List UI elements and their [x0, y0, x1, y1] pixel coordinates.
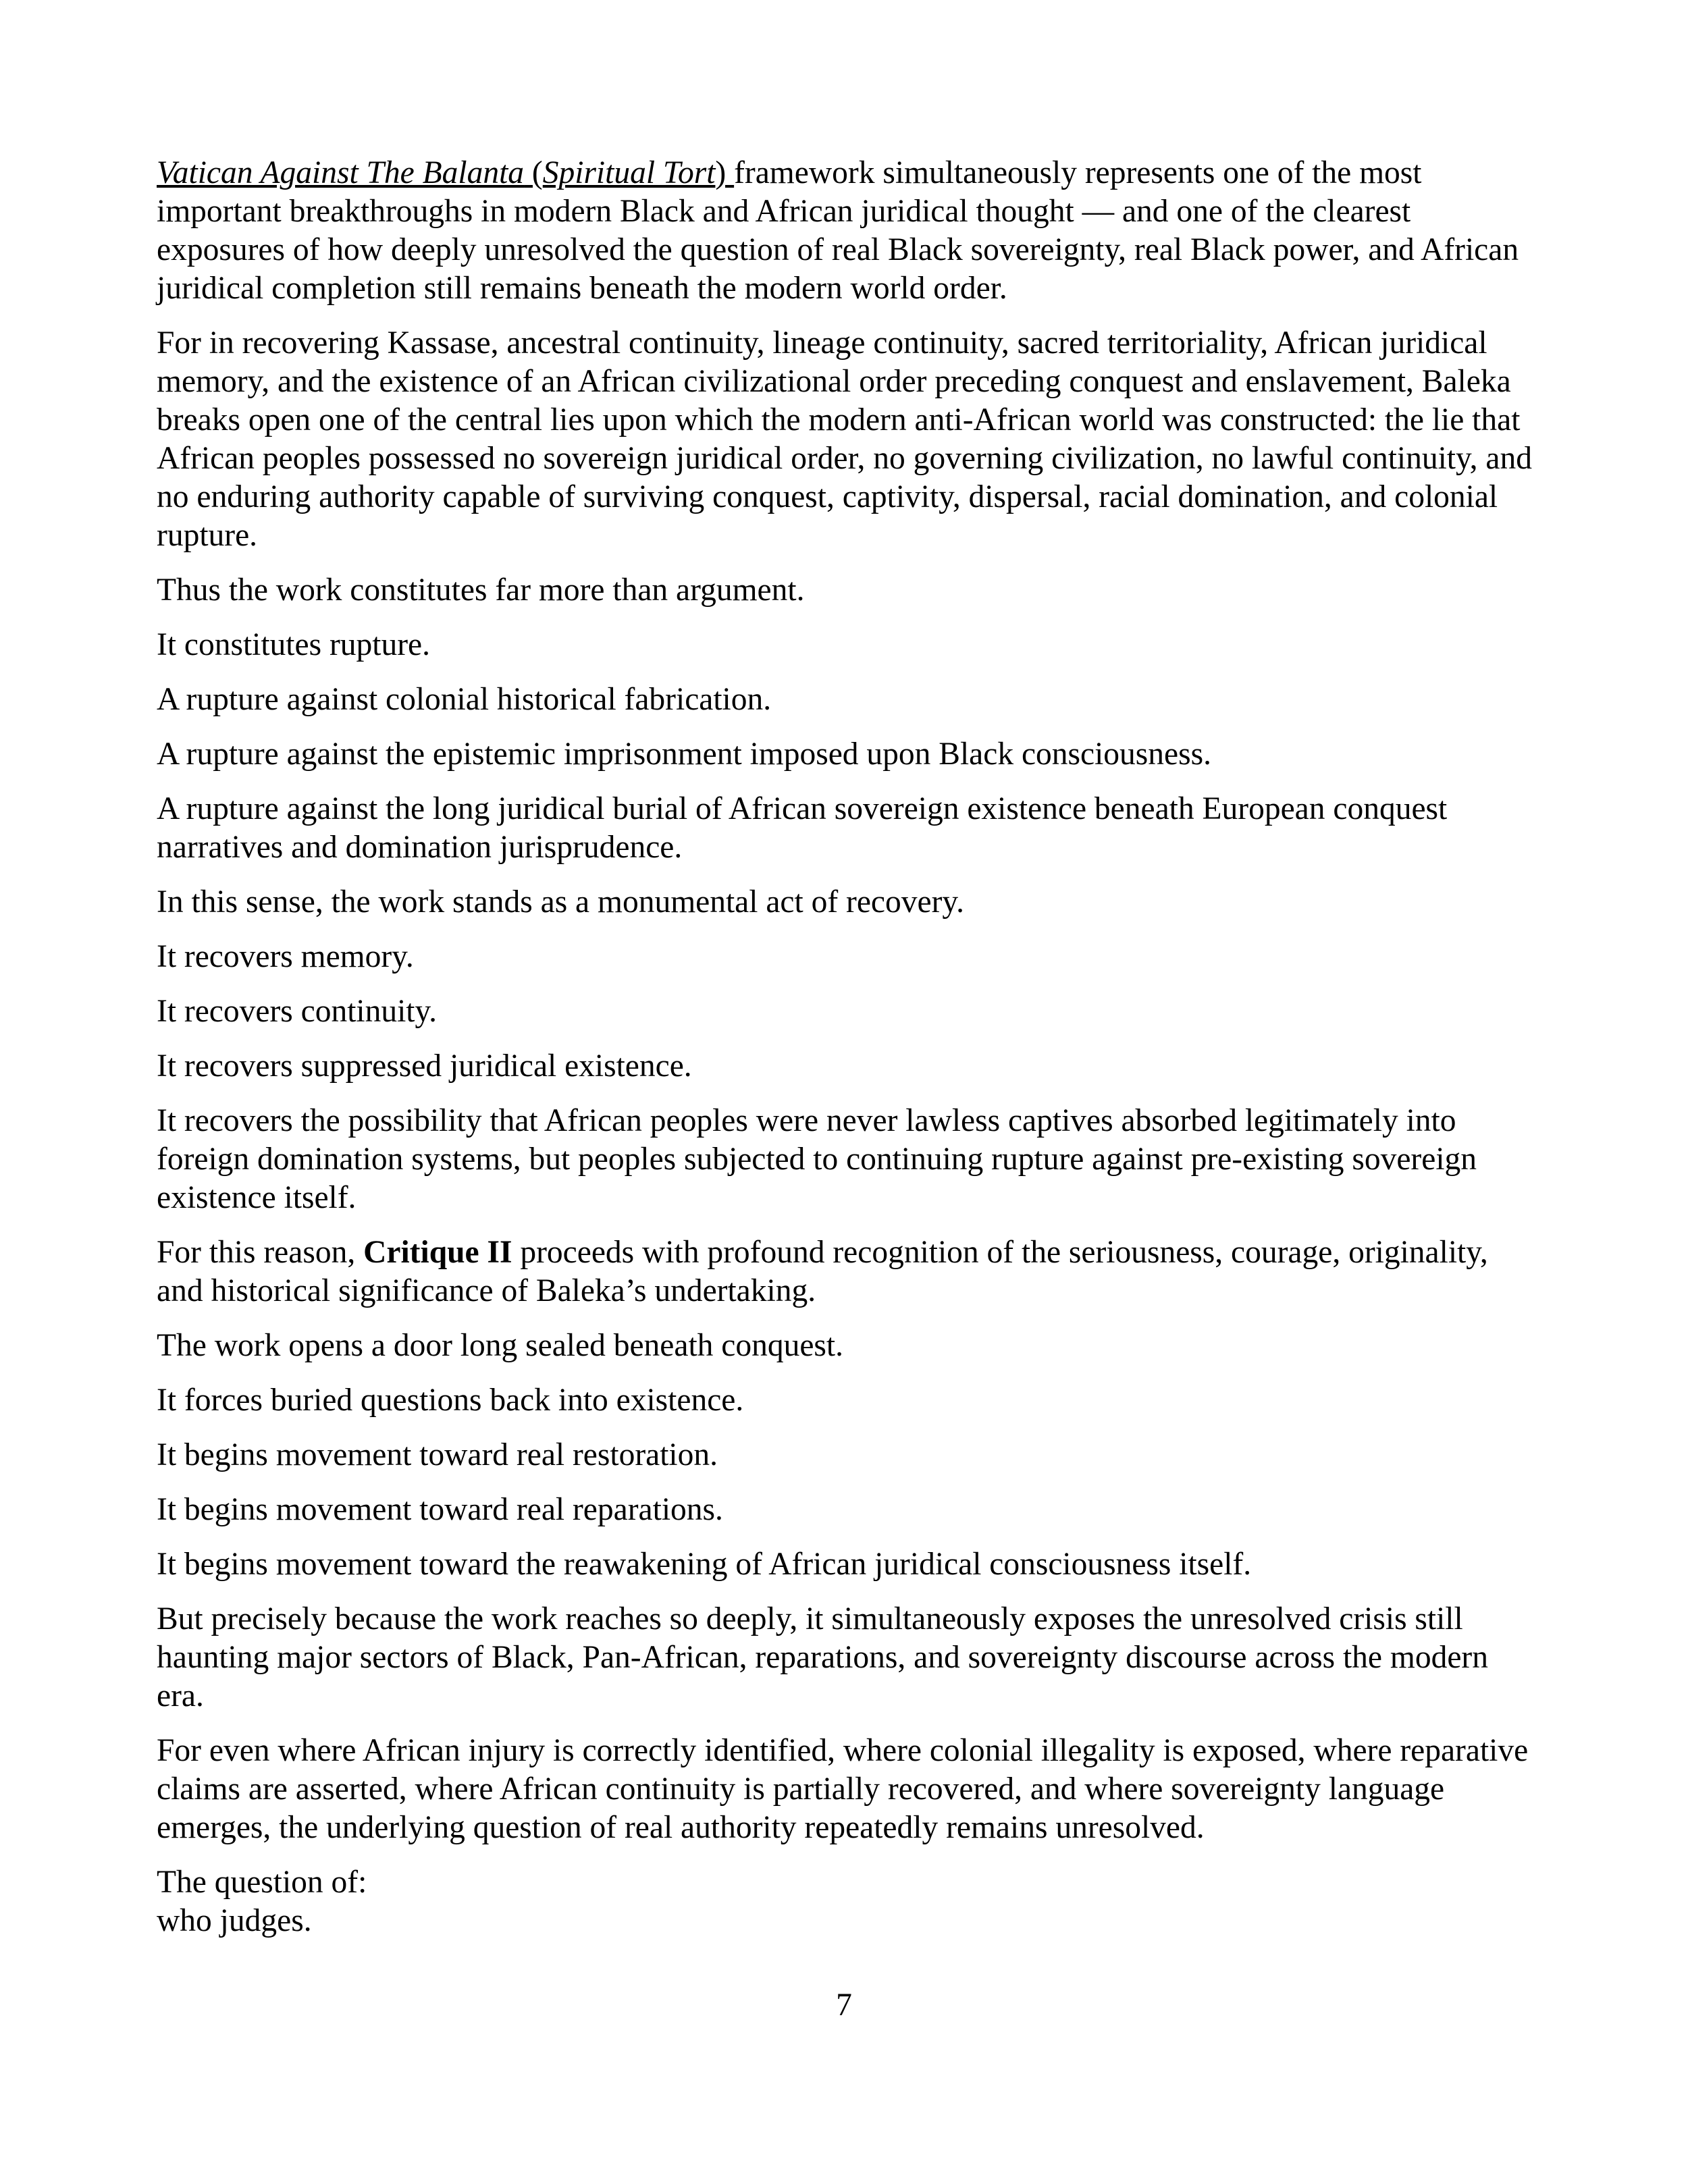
- paragraph: Thus the work constitutes far more than argument.: [157, 572, 805, 608]
- title-open-paren: (: [524, 155, 543, 190]
- paragraph: It forces buried questions back into existence.: [157, 1383, 744, 1418]
- paragraph: A rupture against colonial historical fabrication.: [157, 682, 772, 717]
- paragraph: It recovers continuity.: [157, 994, 438, 1029]
- critique-text-after: proceeds with profound recognition of the seriousness, courage, originality, and historical significance of Baleka’s undertaking.: [157, 1235, 1488, 1308]
- paragraph: It begins movement toward the reawakening of African juridical consciousness itself.: [157, 1547, 1252, 1582]
- paragraph: A rupture against the epistemic imprisonment imposed upon Black consciousness.: [157, 737, 1211, 772]
- page-number: 7: [836, 1988, 852, 2023]
- paragraph: It begins movement toward real restoration.: [157, 1437, 718, 1472]
- paragraph: It recovers suppressed juridical existence.: [157, 1048, 692, 1084]
- title-close-paren: ): [715, 155, 735, 190]
- paragraph: It recovers the possibility that African peoples were never lawless captives absorbed legitimately into foreign domination systems, but peoples subjected to continuing rupture against pre-existing sovereign existence itself.: [157, 1103, 1477, 1215]
- paragraph: In this sense, the work stands as a monumental act of recovery.: [157, 884, 964, 920]
- intro-paragraph: [157, 154, 1534, 308]
- critique-text-before: For this reason,: [157, 1235, 364, 1270]
- critique-title: Critique II: [363, 1235, 512, 1270]
- paragraph: For in recovering Kassase, ancestral continuity, lineage continuity, sacred territoriality, African juridical memory, and the existence of an African civilizational order preceding conquest and enslavement, Baleka breaks open one of the central lies upon which the modern anti-African world was constructed: the lie that African peoples possessed no sovereign juridical order, no governing civilization, no lawful continuity, and no enduring authority capable of surviving conquest, captivity, dispersal, racial domination, and colonial rupture.: [157, 325, 1533, 553]
- work-subtitle: Spiritual Tort: [542, 155, 716, 190]
- closing-line: The question of:: [157, 1865, 367, 1900]
- paragraph: The work opens a door long sealed beneath conquest.: [157, 1328, 843, 1363]
- work-title: Vatican Against The Balanta: [157, 155, 525, 190]
- closing-line: who judges.: [157, 1903, 312, 1938]
- page-body: [157, 154, 1534, 1940]
- paragraph: A rupture against the long juridical burial of African sovereign existence beneath European conquest narratives and domination jurisprudence.: [157, 791, 1448, 865]
- paragraph: It begins movement toward real reparations.: [157, 1492, 723, 1527]
- paragraph: But precisely because the work reaches so deeply, it simultaneously exposes the unresolved crisis still haunting major sectors of Black, Pan-African, reparations, and sovereignty discourse across the modern era.: [157, 1601, 1488, 1713]
- critique-paragraph: [157, 1233, 1534, 1310]
- paragraph: It constitutes rupture.: [157, 627, 430, 662]
- paragraph: It recovers memory.: [157, 939, 414, 974]
- paragraph: For even where African injury is correctly identified, where colonial illegality is exposed, where reparative claims are asserted, where African continuity is partially recovered, and where sovereignty language emerges, the underlying question of real authority repeatedly remains unresolved.: [157, 1733, 1529, 1845]
- intro-text: framework simultaneously represents one of the most important breakthroughs in modern Black and African juridical thought — and one of the clearest exposures of how deeply unresolved the question of real Black sovereignty, real Black power, and African juridical completion still remains beneath the modern world order.: [157, 155, 1519, 306]
